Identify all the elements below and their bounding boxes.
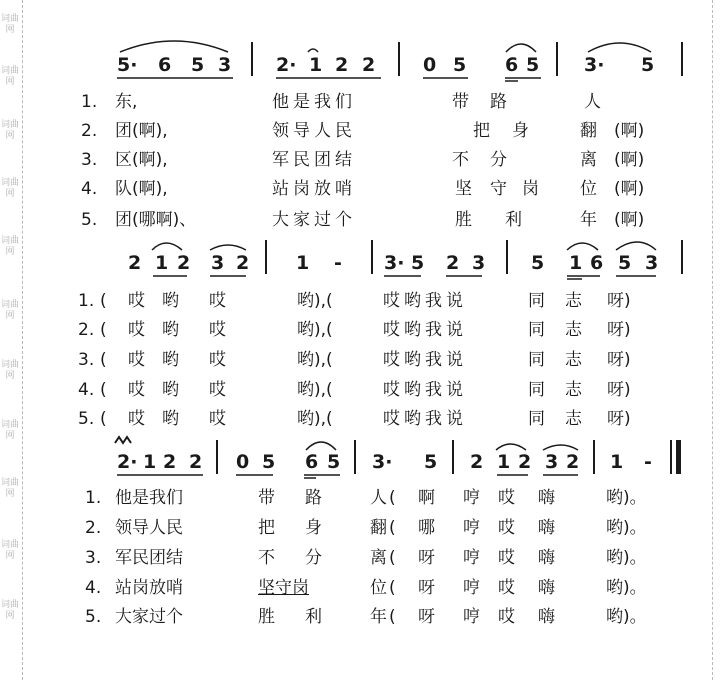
lyric-text: 年 xyxy=(580,210,597,230)
lyric-text: 志 xyxy=(565,409,582,429)
verse-number: 4. xyxy=(78,380,95,400)
lyric-text: 哟 xyxy=(162,350,179,370)
lyric-text: 坚 xyxy=(455,179,472,199)
lyric-text: (啊) xyxy=(614,210,645,230)
note: 0 xyxy=(236,451,250,473)
lyric-text: 带 xyxy=(452,92,469,112)
note: 5 xyxy=(641,54,655,76)
lyric-text: 分 xyxy=(305,548,322,568)
note: 5 xyxy=(531,252,545,274)
lyric-text: 嗨 xyxy=(538,607,555,627)
lyric-text: 哟 xyxy=(162,409,179,429)
lyric-text: 志 xyxy=(565,350,582,370)
note: 2· xyxy=(276,54,297,76)
lyric-text: 呀) xyxy=(607,409,631,429)
lyric-text: 身 xyxy=(305,518,322,538)
note: 2 xyxy=(470,451,484,473)
lyric-text: 哪 xyxy=(418,518,435,538)
lyric-text: 位 xyxy=(580,179,597,199)
note: 1 xyxy=(155,252,169,274)
verse-number: 1. xyxy=(85,488,102,508)
verse-number: 4. xyxy=(85,578,102,598)
lyric-text: 志 xyxy=(565,320,582,340)
note: 3 xyxy=(545,451,559,473)
lyric-text: 呀 xyxy=(418,548,435,568)
lyric-text: 哟)。 xyxy=(606,607,647,627)
lyric-text: 岗 xyxy=(522,179,539,199)
lyric-text: 哟),( xyxy=(297,380,333,400)
lyric-text: 翻 xyxy=(370,518,387,538)
lyric-text: 志 xyxy=(565,291,582,311)
lyric-text: 哎 xyxy=(128,350,145,370)
lyric-text: 带 xyxy=(258,488,275,508)
lyric-text: 路 xyxy=(305,488,322,508)
lyric-text: 哟 xyxy=(162,320,179,340)
lyric-text: 嗨 xyxy=(538,548,555,568)
verse-number: 4. xyxy=(81,179,98,199)
watermark-text: 词曲网 xyxy=(1,600,20,621)
lyric-text: 团(啊), xyxy=(115,121,168,141)
lyric-text: 哎哟我说 xyxy=(383,409,467,429)
lyric-text: 哎哟我说 xyxy=(383,380,467,400)
lyric-text: ( xyxy=(389,518,396,538)
lyric-text: 志 xyxy=(565,380,582,400)
note: 3· xyxy=(372,451,393,473)
verse-number: 2. xyxy=(78,320,95,340)
lyric-text: 团(哪啊)、 xyxy=(115,210,197,230)
lyric-text: 哎哟我说 xyxy=(383,320,467,340)
lyric-text: 离 xyxy=(580,150,597,170)
lyric-text: 哎 xyxy=(209,320,226,340)
note: 2 xyxy=(177,252,191,274)
note: 5 xyxy=(424,451,438,473)
note: 1 xyxy=(569,252,583,274)
lyric-text: 同 xyxy=(528,320,545,340)
lyric-text: 军民团结 xyxy=(272,150,356,170)
lyric-text: 嗨 xyxy=(538,518,555,538)
note: 6 xyxy=(305,451,319,473)
lyric-text: 坚守岗 xyxy=(258,578,309,598)
verse-number: 5. xyxy=(85,607,102,627)
lyric-text: 呀) xyxy=(607,320,631,340)
lyric-text: 大家过个 xyxy=(272,210,356,230)
note: 5 xyxy=(453,54,467,76)
watermark-text: 词曲网 xyxy=(1,478,20,499)
note: 5 xyxy=(526,54,540,76)
lyric-text: 同 xyxy=(528,291,545,311)
lyric-text: 分 xyxy=(490,150,507,170)
note: 6 xyxy=(158,54,172,76)
lyric-text: ( xyxy=(100,409,107,429)
lyric-text: ( xyxy=(100,320,107,340)
lyric-text: 哟)。 xyxy=(606,518,647,538)
verse-number: 3. xyxy=(85,548,102,568)
note: 2 xyxy=(236,252,250,274)
note: 5 xyxy=(411,252,425,274)
note: 2 xyxy=(335,54,349,76)
lyric-text: ( xyxy=(389,578,396,598)
lyric-text: (啊) xyxy=(614,179,645,199)
lyric-text: ( xyxy=(100,350,107,370)
lyric-text: 哎 xyxy=(498,518,515,538)
lyric-text: 哟),( xyxy=(297,320,333,340)
watermark-text: 词曲网 xyxy=(1,66,20,87)
note: 6 xyxy=(590,252,604,274)
watermark-text: 词曲网 xyxy=(1,360,20,381)
note: 5 xyxy=(327,451,341,473)
lyric-text: 呀) xyxy=(607,350,631,370)
lyric-text: 哎 xyxy=(498,607,515,627)
lyric-text: 哟 xyxy=(162,380,179,400)
lyric-text: 利 xyxy=(305,607,322,627)
lyric-text: 利 xyxy=(505,210,522,230)
verse-number: 1. xyxy=(81,92,98,112)
lyric-text: ( xyxy=(389,607,396,627)
note: 3 xyxy=(218,54,232,76)
note: 1 xyxy=(497,451,511,473)
lyric-text: ( xyxy=(389,548,396,568)
lyric-text: 嗨 xyxy=(538,578,555,598)
note: 1 xyxy=(309,54,323,76)
lyric-text: 哟)。 xyxy=(606,488,647,508)
lyric-text: 守 xyxy=(490,179,507,199)
lyric-text: 站岗放哨 xyxy=(115,578,183,598)
lyric-text: 哟 xyxy=(162,291,179,311)
lyric-text: 哎 xyxy=(498,548,515,568)
note: 6 xyxy=(505,54,519,76)
lyric-text: 哟),( xyxy=(297,350,333,370)
lyric-text: 哼 xyxy=(463,607,480,627)
lyric-text: 哼 xyxy=(463,518,480,538)
note: 5 xyxy=(191,54,205,76)
verse-number: 2. xyxy=(81,121,98,141)
watermark-text: 词曲网 xyxy=(1,420,20,441)
lyric-text: 哎 xyxy=(128,320,145,340)
watermark-text: 词曲网 xyxy=(1,236,20,257)
verse-number: 5. xyxy=(81,210,98,230)
verse-number: 3. xyxy=(78,350,95,370)
note: 2 xyxy=(566,451,580,473)
lyric-text: 啊 xyxy=(418,488,435,508)
note: 3· xyxy=(384,252,405,274)
lyric-text: 哎 xyxy=(209,380,226,400)
lyric-text: 同 xyxy=(528,380,545,400)
lyric-text: 路 xyxy=(490,92,507,112)
lyric-text: 哎 xyxy=(128,380,145,400)
watermark-text: 词曲网 xyxy=(1,300,20,321)
lyric-text: 把 xyxy=(473,121,490,141)
watermark-text: 词曲网 xyxy=(1,540,20,561)
lyric-text: 哎 xyxy=(498,578,515,598)
lyric-text: 人 xyxy=(584,92,601,112)
note: 2· xyxy=(117,451,138,473)
watermark-text: 词曲网 xyxy=(1,120,20,141)
lyric-text: 大家过个 xyxy=(115,607,183,627)
lyric-text: 同 xyxy=(528,350,545,370)
lyric-text: ( xyxy=(389,488,396,508)
lyric-text: 不 xyxy=(258,548,275,568)
verse-number: 1. xyxy=(78,291,95,311)
lyric-text: 队(啊), xyxy=(115,179,168,199)
lyric-text: 哎 xyxy=(498,488,515,508)
lyric-text: 哟)。 xyxy=(606,548,647,568)
lyric-text: ( xyxy=(100,380,107,400)
lyric-text: 他是我们 xyxy=(272,92,356,112)
note: 2 xyxy=(518,451,532,473)
lyric-text: 他是我们 xyxy=(115,488,183,508)
lyric-text: 人 xyxy=(370,488,387,508)
lyric-text: 同 xyxy=(528,409,545,429)
note: 1 xyxy=(143,451,157,473)
lyric-text: 哟),( xyxy=(297,409,333,429)
note: - xyxy=(334,252,342,274)
lyric-text: 哎哟我说 xyxy=(383,350,467,370)
lyric-text: 哟),( xyxy=(297,291,333,311)
lyric-text: (啊) xyxy=(614,150,645,170)
lyric-text: 呀) xyxy=(607,291,631,311)
lyric-text: (啊) xyxy=(614,121,645,141)
lyric-text: 胜 xyxy=(455,210,472,230)
lyric-text: 哎 xyxy=(128,409,145,429)
lyric-text: 呀 xyxy=(418,607,435,627)
watermark-text: 词曲网 xyxy=(1,14,20,35)
lyric-text: 身 xyxy=(512,121,529,141)
note: 3 xyxy=(211,252,225,274)
lyric-text: 嗨 xyxy=(538,488,555,508)
lyric-text: 哎 xyxy=(128,291,145,311)
lyric-text: 位 xyxy=(370,578,387,598)
note: 3· xyxy=(584,54,605,76)
lyric-text: 哎哟我说 xyxy=(383,291,467,311)
lyric-text: 东, xyxy=(115,92,138,112)
lyric-text: 年 xyxy=(370,607,387,627)
lyric-text: 哼 xyxy=(463,488,480,508)
lyric-text: 哼 xyxy=(463,578,480,598)
lyric-text: ( xyxy=(100,291,107,311)
note: 5· xyxy=(117,54,138,76)
note: 1 xyxy=(296,252,310,274)
lyric-text: 哼 xyxy=(463,548,480,568)
verse-number: 3. xyxy=(81,150,98,170)
lyric-text: 离 xyxy=(370,548,387,568)
lyric-text: 翻 xyxy=(580,121,597,141)
note: 3 xyxy=(645,252,659,274)
lyric-text: 站岗放哨 xyxy=(272,179,356,199)
lyric-text: 领导人民 xyxy=(115,518,183,538)
lyric-text: 哟)。 xyxy=(606,578,647,598)
note: 2 xyxy=(362,54,376,76)
note: 2 xyxy=(163,451,177,473)
lyric-text: 军民团结 xyxy=(115,548,183,568)
watermark-text: 词曲网 xyxy=(1,178,20,199)
note: 2 xyxy=(189,451,203,473)
lyric-text: 不 xyxy=(452,150,469,170)
lyric-text: 呀) xyxy=(607,380,631,400)
lyric-text: 胜 xyxy=(258,607,275,627)
verse-number: 2. xyxy=(85,518,102,538)
note: 2 xyxy=(128,252,142,274)
lyric-text: 把 xyxy=(258,518,275,538)
note: 3 xyxy=(472,252,486,274)
lyric-text: 区(啊), xyxy=(115,150,168,170)
note: 0 xyxy=(423,54,437,76)
lyric-text: 哎 xyxy=(209,350,226,370)
lyric-text: 哎 xyxy=(209,291,226,311)
verse-number: 5. xyxy=(78,409,95,429)
note: 5 xyxy=(618,252,632,274)
note: 5 xyxy=(262,451,276,473)
lyric-text: 哎 xyxy=(209,409,226,429)
note: 1 xyxy=(610,451,624,473)
lyric-text: 呀 xyxy=(418,578,435,598)
note: - xyxy=(644,451,652,473)
lyric-text: 领导人民 xyxy=(272,121,356,141)
note: 2 xyxy=(446,252,460,274)
